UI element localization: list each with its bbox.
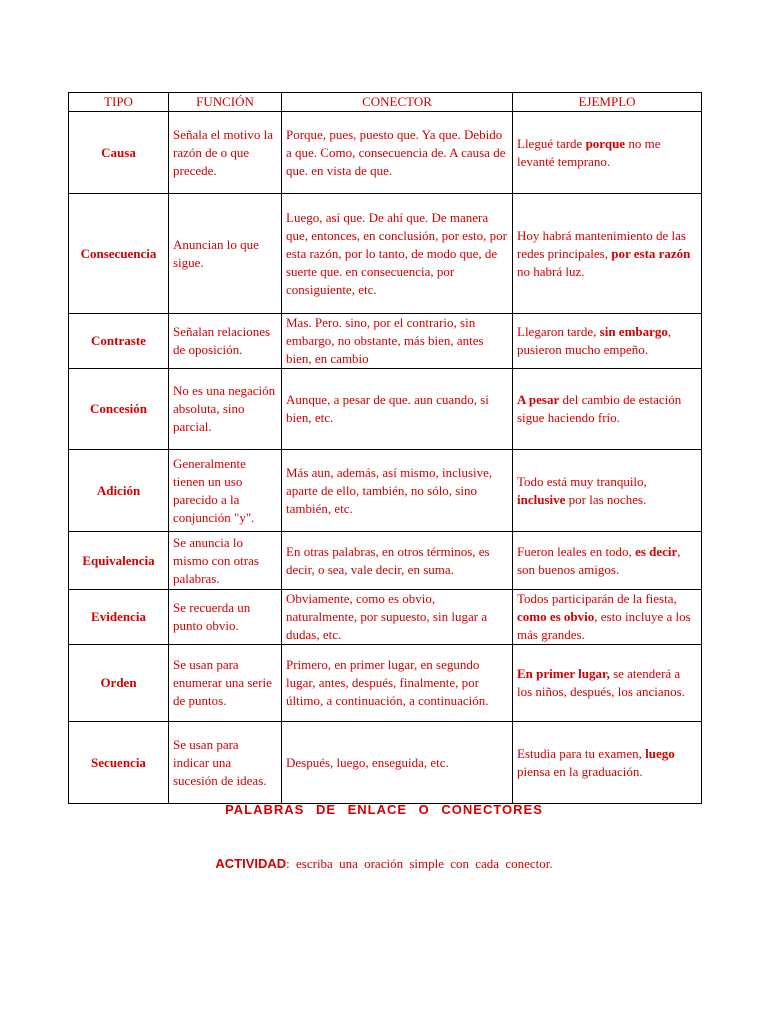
example-text: se atenderá a los niños, después, los ancianos. (517, 666, 685, 699)
example-text: por las noches. (565, 491, 647, 507)
example-highlight: sin embargo (599, 324, 668, 339)
table-row (69, 450, 702, 532)
example-text: , esto incluye a los más grandes. (517, 609, 691, 642)
table-row (69, 314, 702, 369)
cell-conector: Porque, pues, puesto que. Ya que. Debido a que. Como, consecuencia de. A causa de que. en vista de que. (282, 112, 513, 194)
cell-funcion: Señala el motivo la razón de o que precede. (169, 112, 282, 194)
table-row (69, 590, 702, 645)
cell-conector: Aunque, a pesar de que. aun cuando, si bien, etc. (282, 369, 513, 450)
table-row (69, 194, 702, 314)
header-ejemplo: EJEMPLO (513, 93, 702, 112)
cell-tipo: Consecuencia (69, 194, 169, 314)
cell-tipo: Evidencia (69, 590, 169, 645)
cell-ejemplo (513, 645, 702, 722)
example-text: no me levanté temprano. (517, 135, 661, 169)
cell-ejemplo (513, 532, 702, 590)
example-text: Hoy habrá mantenimiento de las redes principales, (517, 227, 686, 261)
cell-funcion: Se usan para enumerar una serie de puntos. (169, 645, 282, 722)
table-row (69, 112, 702, 194)
cell-tipo: Causa (69, 112, 169, 194)
example-text: , pusieron mucho empeño. (517, 324, 672, 357)
example-text: no habrá luz. (517, 263, 585, 279)
activity-instruction (0, 856, 768, 872)
cell-tipo: Equivalencia (69, 532, 169, 590)
activity-label: ACTIVIDAD (215, 856, 287, 871)
table-row (69, 645, 702, 722)
example-text: del cambio de estación sigue haciendo frío. (517, 392, 682, 425)
example-text: Todos participarán de la fiesta, (517, 591, 677, 606)
table-body (69, 112, 702, 804)
cell-tipo: Adición (69, 450, 169, 532)
cell-ejemplo (513, 722, 702, 804)
table-row (69, 532, 702, 590)
header-row (69, 93, 702, 112)
cell-conector: Luego, así que. De ahí que. De manera que, entonces, en conclusión, por esto, por esta razón, por lo tanto, de modo que, de suerte que. en consecuencia, por consiguiente, etc. (282, 194, 513, 314)
cell-funcion: No es una negación absoluta, sino parcial. (169, 369, 282, 450)
cell-conector: Después, luego, enseguida, etc. (282, 722, 513, 804)
cell-funcion: Se recuerda un punto obvio. (169, 590, 282, 645)
cell-conector: Mas. Pero. sino, por el contrario, sin embargo, no obstante, más bien, antes bien, en cambio (282, 314, 513, 369)
page-title: PALABRAS DE ENLACE O CONECTORES (225, 802, 543, 817)
example-text: Fueron leales en todo, (517, 543, 636, 559)
example-text: Llegué tarde (517, 135, 586, 151)
cell-funcion: Se usan para indicar una sucesión de ideas. (169, 722, 282, 804)
example-text: , son buenos amigos. (517, 543, 681, 577)
example-highlight: luego (645, 745, 675, 761)
example-highlight: inclusive (517, 491, 566, 507)
cell-tipo: Secuencia (69, 722, 169, 804)
cell-conector: En otras palabras, en otros términos, es decir, o sea, vale decir, en suma. (282, 532, 513, 590)
example-highlight: A pesar (517, 392, 560, 407)
cell-ejemplo (513, 590, 702, 645)
cell-conector: Obviamente, como es obvio, naturalmente, por supuesto, sin lugar a dudas, etc. (282, 590, 513, 645)
cell-conector: Más aun, además, así mismo, inclusive, aparte de ello, también, no sólo, sino también, etc. (282, 450, 513, 532)
table-row (69, 369, 702, 450)
example-text: Todo está muy tranquilo, (517, 473, 647, 489)
example-highlight: porque (585, 135, 626, 151)
header-funcion: FUNCIÓN (169, 93, 282, 112)
example-text: Estudia para tu examen, (517, 745, 646, 761)
example-text: Llegaron tarde, (517, 324, 600, 339)
example-highlight: En primer lugar, (517, 666, 610, 681)
activity-text: : escriba una oración simple con cada conector. (286, 856, 553, 871)
cell-tipo: Concesión (69, 369, 169, 450)
cell-ejemplo (513, 112, 702, 194)
cell-funcion: Generalmente tienen un uso parecido a la conjunción "y". (169, 450, 282, 532)
example-text: piensa en la graduación. (517, 763, 643, 779)
header-tipo: TIPO (69, 93, 169, 112)
cell-tipo: Contraste (69, 314, 169, 369)
cell-ejemplo (513, 369, 702, 450)
table-row (69, 722, 702, 804)
header-conector: CONECTOR (282, 93, 513, 112)
cell-ejemplo (513, 450, 702, 532)
cell-funcion: Anuncian lo que sigue. (169, 194, 282, 314)
cell-funcion: Señalan relaciones de oposición. (169, 314, 282, 369)
example-highlight: por esta razón (611, 245, 691, 261)
example-highlight: es decir (635, 543, 678, 559)
cell-ejemplo (513, 314, 702, 369)
cell-ejemplo (513, 194, 702, 314)
cell-tipo: Orden (69, 645, 169, 722)
cell-funcion: Se anuncia lo mismo con otras palabras. (169, 532, 282, 590)
connectors-table (68, 92, 702, 804)
example-highlight: como es obvio (517, 609, 595, 624)
cell-conector: Primero, en primer lugar, en segundo lugar, antes, después, finalmente, por último, a continuación, a continuación. (282, 645, 513, 722)
